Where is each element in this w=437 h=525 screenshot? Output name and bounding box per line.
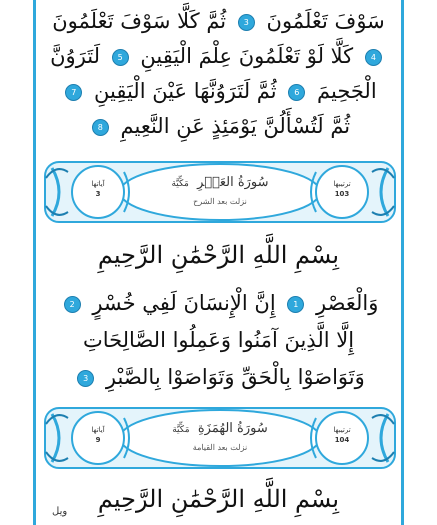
surah-order-medallion: [312, 179, 372, 199]
verse-line: [40, 322, 397, 358]
surah-name: سُورَةُ الهُمَزَةِ: [197, 421, 268, 436]
verse-text: ثُمَّ لَتُسْأَلُنَّ يَوْمَئِذٍ عَنِ النَّعِيمِ: [120, 114, 351, 138]
ayah-marker: 6: [288, 84, 305, 101]
catchword: ويل: [52, 506, 68, 517]
verse-line: [40, 108, 397, 144]
ayah-marker: 4: [365, 49, 382, 66]
left-border-rule: [33, 0, 36, 525]
ayah-marker: 3: [77, 370, 94, 387]
revelation-type: مَكِّيَّة: [171, 179, 189, 189]
basmala: بِسْمِ اللَّهِ الرَّحْمَٰنِ الرَّحِيمِ: [97, 241, 340, 269]
ayah-marker: 3: [238, 14, 255, 31]
ayah-marker: 8: [92, 119, 109, 136]
order-number: 104: [334, 436, 350, 444]
verse-text: الْجَحِيمَ: [317, 79, 377, 103]
verse-text: ثُمَّ كَلَّا سَوْفَ تَعْلَمُونَ: [52, 9, 227, 33]
verse-line: [40, 285, 397, 321]
verse-line: [40, 73, 397, 109]
revelation-order-note: نزلت بعد القيامة: [192, 443, 248, 452]
verse-line: [40, 38, 397, 74]
right-border-rule: [401, 0, 404, 525]
order-number: 103: [334, 190, 350, 198]
verse-text: إِلَّا الَّذِينَ آمَنُوا وَعَمِلُوا الصَّالِحَاتِ: [82, 328, 355, 352]
surah-header-humazah: [44, 404, 396, 472]
verse-text: لَتَرَوُنَّ: [50, 44, 101, 68]
ayat-count: 9: [95, 436, 101, 444]
verse-text: وَالْعَصْرِ: [316, 291, 379, 315]
surah-header-asr: [44, 158, 396, 226]
verse-text: إِنَّ الْإِنسَانَ لَفِي خُسْرٍ: [92, 291, 276, 315]
ayat-count: 3: [95, 190, 101, 198]
order-label: ترتيبها: [333, 426, 351, 434]
revelation-order-note: نزلت بعد الشرح: [193, 197, 247, 206]
ayah-marker: 7: [65, 84, 82, 101]
ayah-marker: 2: [64, 296, 81, 313]
ayat-label: آياتها: [91, 426, 105, 434]
verse-text: سَوْفَ تَعْلَمُونَ: [266, 9, 385, 33]
ayah-marker: 5: [112, 49, 129, 66]
verse-text: ثُمَّ لَتَرَوُنَّهَا عَيْنَ الْيَقِينِ: [94, 79, 277, 103]
verse-line: [40, 3, 397, 39]
verse-line: [40, 359, 397, 395]
verse-text: وَتَوَاصَوْا بِالْحَقِّ وَتَوَاصَوْا بِالصَّبْرِ: [105, 365, 365, 389]
verse-text: كَلَّا لَوْ تَعْلَمُونَ عِلْمَ الْيَقِينِ: [140, 44, 354, 68]
ayat-label: آياتها: [91, 180, 105, 188]
revelation-type: مَكِّيَّة: [172, 425, 190, 435]
surah-order-medallion: [312, 425, 372, 445]
ayat-count-medallion: [68, 425, 128, 445]
basmala: بِسْمِ اللَّهِ الرَّحْمَٰنِ الرَّحِيمِ: [97, 485, 340, 513]
surah-name: سُورَةُ العَصۡرِ: [197, 175, 269, 190]
ayah-marker: 1: [287, 296, 304, 313]
order-label: ترتيبها: [333, 180, 351, 188]
ayat-count-medallion: [68, 179, 128, 199]
